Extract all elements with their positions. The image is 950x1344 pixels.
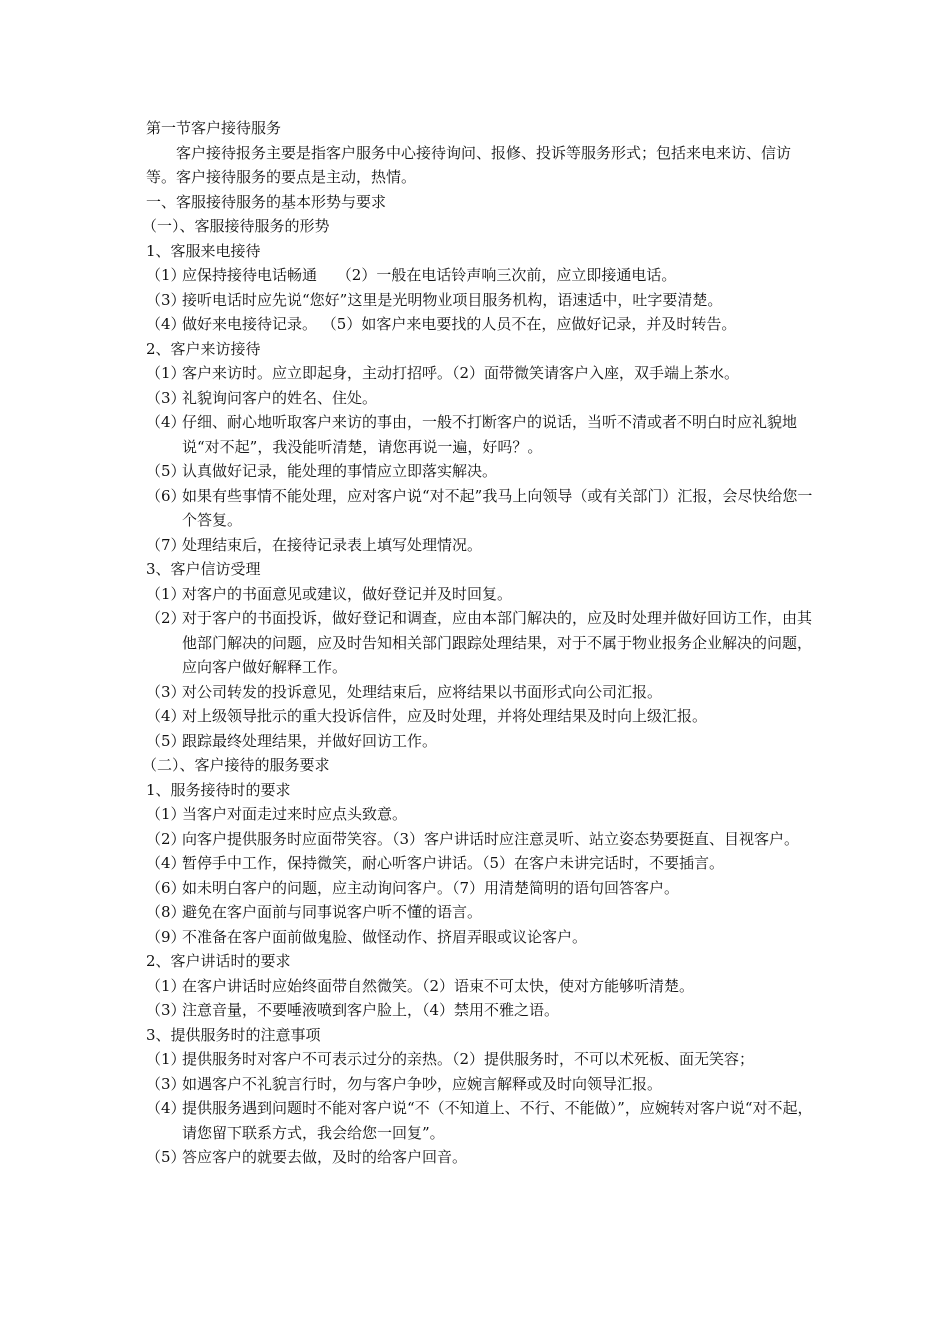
list-item-text: 认真做好记录，能处理的事情应立即落实解决。: [182, 462, 498, 480]
list-service: [146, 802, 816, 949]
list-notes: [146, 1047, 816, 1170]
list-item-text: 暂停手中工作，保持微笑，耐心听客户讲话。（5）在客户未讲完话时，不要插言。: [182, 854, 725, 872]
list-item-number: （4）: [146, 315, 186, 333]
document-body: [142, 116, 816, 1170]
list-item: [146, 851, 816, 876]
list-item: [146, 263, 816, 288]
list-phone: [146, 263, 816, 337]
list-item-number: （4）: [146, 1099, 186, 1117]
list-item: [146, 288, 816, 313]
list-item-text: 跟踪最终处理结果，并做好回访工作。: [182, 731, 438, 750]
list-item-text: 当客户对面走过来时应点头致意。: [182, 805, 408, 823]
list-item-number: （3）: [146, 1074, 186, 1093]
list-item-text: 客户来访时。应立即起身，主动打招呼。（2）面带微笑请客户入座，双手端上茶水。: [182, 364, 740, 382]
list-item-number: （7）: [146, 535, 186, 554]
list-item: [146, 680, 816, 705]
list-visit: [146, 361, 816, 557]
list-item-number: （1）: [146, 976, 186, 995]
list-item-number: （5）: [146, 462, 186, 480]
list-item-number: （6）: [146, 878, 186, 897]
list-item: [146, 1072, 816, 1097]
list-item-number: （4）: [146, 413, 186, 431]
list-item: [146, 827, 816, 852]
list-item-number: （6）: [146, 486, 186, 505]
list-item-text: 对于客户的书面投诉，做好登记和调查，应由本部门解决的，应及时处理并做好回访工作，由其他部门解决的问题，应及时告知相关部门跟踪处理结果，对于不属于物业报务企业解决的问题，应向客户做好解释工作。: [182, 609, 813, 676]
list-item: [146, 802, 816, 827]
list-item-text: 提供服务遇到问题时不能对客户说“不（不知道上、不行、不能做）”，应婉转对客户说“对不起，请您留下联系方式，我会给您一回复”。: [182, 1099, 813, 1142]
list-item: [146, 410, 816, 459]
list-item-text: 做好来电接待记录。 （5）如客户来电要找的人员不在，应做好记录，并及时转告。: [182, 315, 737, 333]
list-item-text: 不准备在客户面前做鬼脸、做怪动作、挤眉弄眼或议论客户。: [182, 927, 588, 946]
list-item: [146, 704, 816, 729]
list-item: [146, 582, 816, 607]
part-heading-letter: 3、客户信访受理: [146, 560, 261, 578]
list-item-number: （5）: [146, 1148, 186, 1166]
list-item: [146, 900, 816, 925]
list-speech: [146, 974, 816, 1023]
list-item-number: （2）: [146, 609, 186, 627]
intro-paragraph: 客户接待报务主要是指客户服务中心接待询问、报修、投诉等服务形式；包括来电来访、信访等。客户接待服务的要点是主动，热情。: [146, 143, 792, 186]
list-item-text: 应保持接待电话畅通 （2）一般在电话铃声响三次前，应立即接通电话。: [182, 266, 677, 284]
list-item: [146, 361, 816, 386]
list-item: [146, 484, 816, 533]
list-item: [146, 1047, 816, 1072]
subheading-2: （二）、客户接待的服务要求: [142, 756, 330, 774]
list-item-number: （1）: [146, 805, 186, 823]
list-item-text: 在客户讲话时应始终面带自然微笑。（2）语束不可太快，使对方能够听清楚。: [182, 976, 695, 995]
list-item-text: 避免在客户面前与同事说客户听不懂的语言。: [182, 903, 483, 921]
list-item: [146, 312, 816, 337]
list-item-number: （1）: [146, 584, 186, 603]
list-item-number: （4）: [146, 707, 186, 725]
list-item-number: （2）: [146, 829, 186, 848]
list-item-text: 如遇客户不礼貌言行时，勿与客户争吵，应婉言解释或及时向领导汇报。: [182, 1074, 663, 1093]
list-item-number: （5）: [146, 731, 186, 750]
list-item: [146, 925, 816, 950]
list-item-text: 接听电话时应先说“您好”这里是光明物业项目服务机构，语速适中，吐字要清楚。: [182, 290, 723, 309]
section-title: 第一节客户接待服务: [146, 119, 282, 137]
list-item: [146, 974, 816, 999]
list-item-text: 礼貌询问客户的姓名、住处。: [182, 388, 378, 407]
part-heading-visit: 2、客户来访接待: [146, 339, 261, 358]
list-item-number: （4）: [146, 854, 186, 872]
list-item-number: （8）: [146, 903, 186, 921]
heading-1: 一、客服接待服务的基本形势与要求: [146, 192, 387, 211]
list-item: [146, 1096, 816, 1145]
part-heading-speech: 2、客户讲话时的要求: [146, 952, 291, 970]
subheading-1: （一）、客服接待服务的形势: [142, 217, 330, 235]
list-item: [146, 459, 816, 484]
list-item-number: （9）: [146, 927, 186, 946]
list-item-number: （3）: [146, 682, 186, 701]
list-item-number: （3）: [146, 1001, 186, 1019]
list-item-text: 答应客户的就要去做，及时的给客户回音。: [182, 1148, 468, 1166]
part-heading-service: 1、服务接待时的要求: [146, 780, 291, 799]
list-item-number: （3）: [146, 388, 186, 407]
list-item: [146, 876, 816, 901]
list-item: [146, 606, 816, 680]
list-item-text: 处理结束后，在接待记录表上填写处理情况。: [182, 535, 483, 554]
list-item-number: （1）: [146, 364, 186, 382]
part-heading-notes: 3、提供服务时的注意事项: [146, 1025, 321, 1044]
list-item-text: 向客户提供服务时应面带笑容。（3）客户讲话时应注意灵听、站立姿态势要挺直、目视客户。: [182, 829, 800, 848]
part-heading-phone: 1、客服来电接待: [146, 241, 261, 260]
list-item: [146, 998, 816, 1023]
list-item: [146, 533, 816, 558]
list-item: [146, 729, 816, 754]
list-item: [146, 386, 816, 411]
list-item-text: 仔细、耐心地听取客户来访的事由，一般不打断客户的说话，当听不清或者不明白时应礼貌地说“对不起”，我没能听清楚，请您再说一遍，好吗？。: [182, 413, 798, 456]
list-item-number: （1）: [146, 1050, 186, 1068]
list-item-text: 如未明白客户的问题，应主动询问客户。（7）用清楚简明的语句回答客户。: [182, 878, 680, 897]
list-item-text: 对客户的书面意见或建议，做好登记并及时回复。: [182, 584, 513, 603]
list-item-text: 提供服务时对客户不可表示过分的亲热。（2）提供服务时，不可以术死板、面无笑容；: [182, 1050, 755, 1068]
list-item-number: （1）: [146, 266, 186, 284]
list-item-number: （3）: [146, 290, 186, 309]
list-item-text: 对公司转发的投诉意见，处理结束后，应将结果以书面形式向公司汇报。: [182, 682, 663, 701]
list-letter: [146, 582, 816, 754]
list-item-text: 对上级领导批示的重大投诉信件，应及时处理，并将处理结果及时向上级汇报。: [182, 707, 708, 725]
list-item-text: 注意音量，不要唾液喷到客户脸上，（4）禁用不雅之语。: [182, 1001, 560, 1019]
list-item: [146, 1145, 816, 1170]
list-item-text: 如果有些事情不能处理，应对客户说“对不起”我马上向领导（或有关部门）汇报，会尽快给您一个答复。: [182, 486, 813, 529]
